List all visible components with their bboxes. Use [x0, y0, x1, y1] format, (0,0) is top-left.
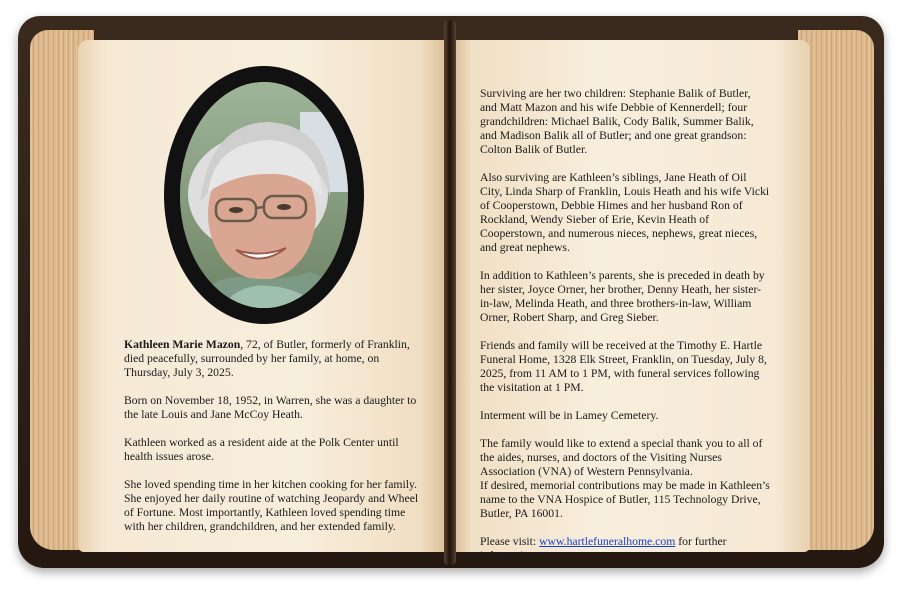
portrait-photo	[180, 82, 348, 308]
contributions-text: If desired, memorial contributions may be made in Kathleen’s name to the VNA Hospice of Butler, 115 Technology Drive, Butler, PA 16001.	[480, 479, 770, 520]
obituary-left-column	[124, 338, 424, 548]
born-paragraph: Born on November 18, 1952, in Warren, she was a daughter to the late Louis and Jane McCoy Heath.	[124, 394, 417, 421]
intro-text: , 72, of Butler, formerly of Franklin, died peacefully, surrounded by her family, at home, on Thursday, July 3, 2025.	[124, 338, 410, 379]
children-paragraph: Surviving are her two children: Stephanie Balik of Butler, and Matt Mazon and his wife Debbie of Kennerdell; four grandchildren: Michael Balik, Cody Balik, Summer Balik, and Madison Balik all of Butler; and one great grandson: Colton Balik of Butler.	[480, 87, 754, 156]
visit-prefix: Please visit:	[480, 535, 540, 548]
loved-paragraph: She loved spending time in her kitchen cooking for her family. She enjoyed her daily routine of watching Jeopardy and Wheel of Fortune. Most importantly, Kathleen loved spending time with her children, grandchildren, and her extended family.	[124, 478, 419, 533]
thanks-text: The family would like to extend a special thank you to all of the aides, nurses, and doctors of the Visiting Nurses Association (VNA) of Western Pennsylvania.	[480, 437, 763, 478]
visit-suffix: for further information.	[480, 535, 727, 562]
deceased-name: Kathleen Marie Mazon	[124, 338, 241, 351]
funeral-home-link[interactable]: www.hartlefuneralhome.com	[539, 535, 676, 548]
work-paragraph: Kathleen worked as a resident aide at the Polk Center until health issues arose.	[124, 436, 399, 463]
book-spine-gutter	[444, 20, 456, 565]
visitation-paragraph: Friends and family will be received at the Timothy E. Hartle Funeral Home, 1328 Elk Street, Franklin, on Tuesday, July 8, 2025, from 11 AM to 1 PM, with funeral services following the visitation at 1 PM.	[480, 339, 767, 394]
siblings-paragraph: Also surviving are Kathleen’s siblings, Jane Heath of Oil City, Linda Sharp of Franklin, Louis Heath and his wife Vicki of Cooperstown, Debbie Himes and her husband Ron of Rockland, Wendy Sieber of Erie, Kevin Heath of Cooperstown, and numerous nieces, nephews, great nieces, and great nephews.	[480, 171, 770, 254]
portrait-photo-icon	[180, 82, 348, 308]
interment-paragraph: Interment will be in Lamey Cemetery.	[480, 409, 659, 422]
obituary-right-column	[480, 87, 770, 577]
intro-paragraph	[124, 338, 424, 380]
visit-paragraph	[480, 535, 770, 563]
preceded-paragraph: In addition to Kathleen’s parents, she is preceded in death by her sister, Joyce Orner, her brother, Denny Heath, her sister-in-law, Melinda Heath, and three brothers-in-law, William Orner, Robert Sharp, and Greg Sieber.	[480, 269, 765, 324]
thanks-paragraph	[480, 437, 770, 521]
